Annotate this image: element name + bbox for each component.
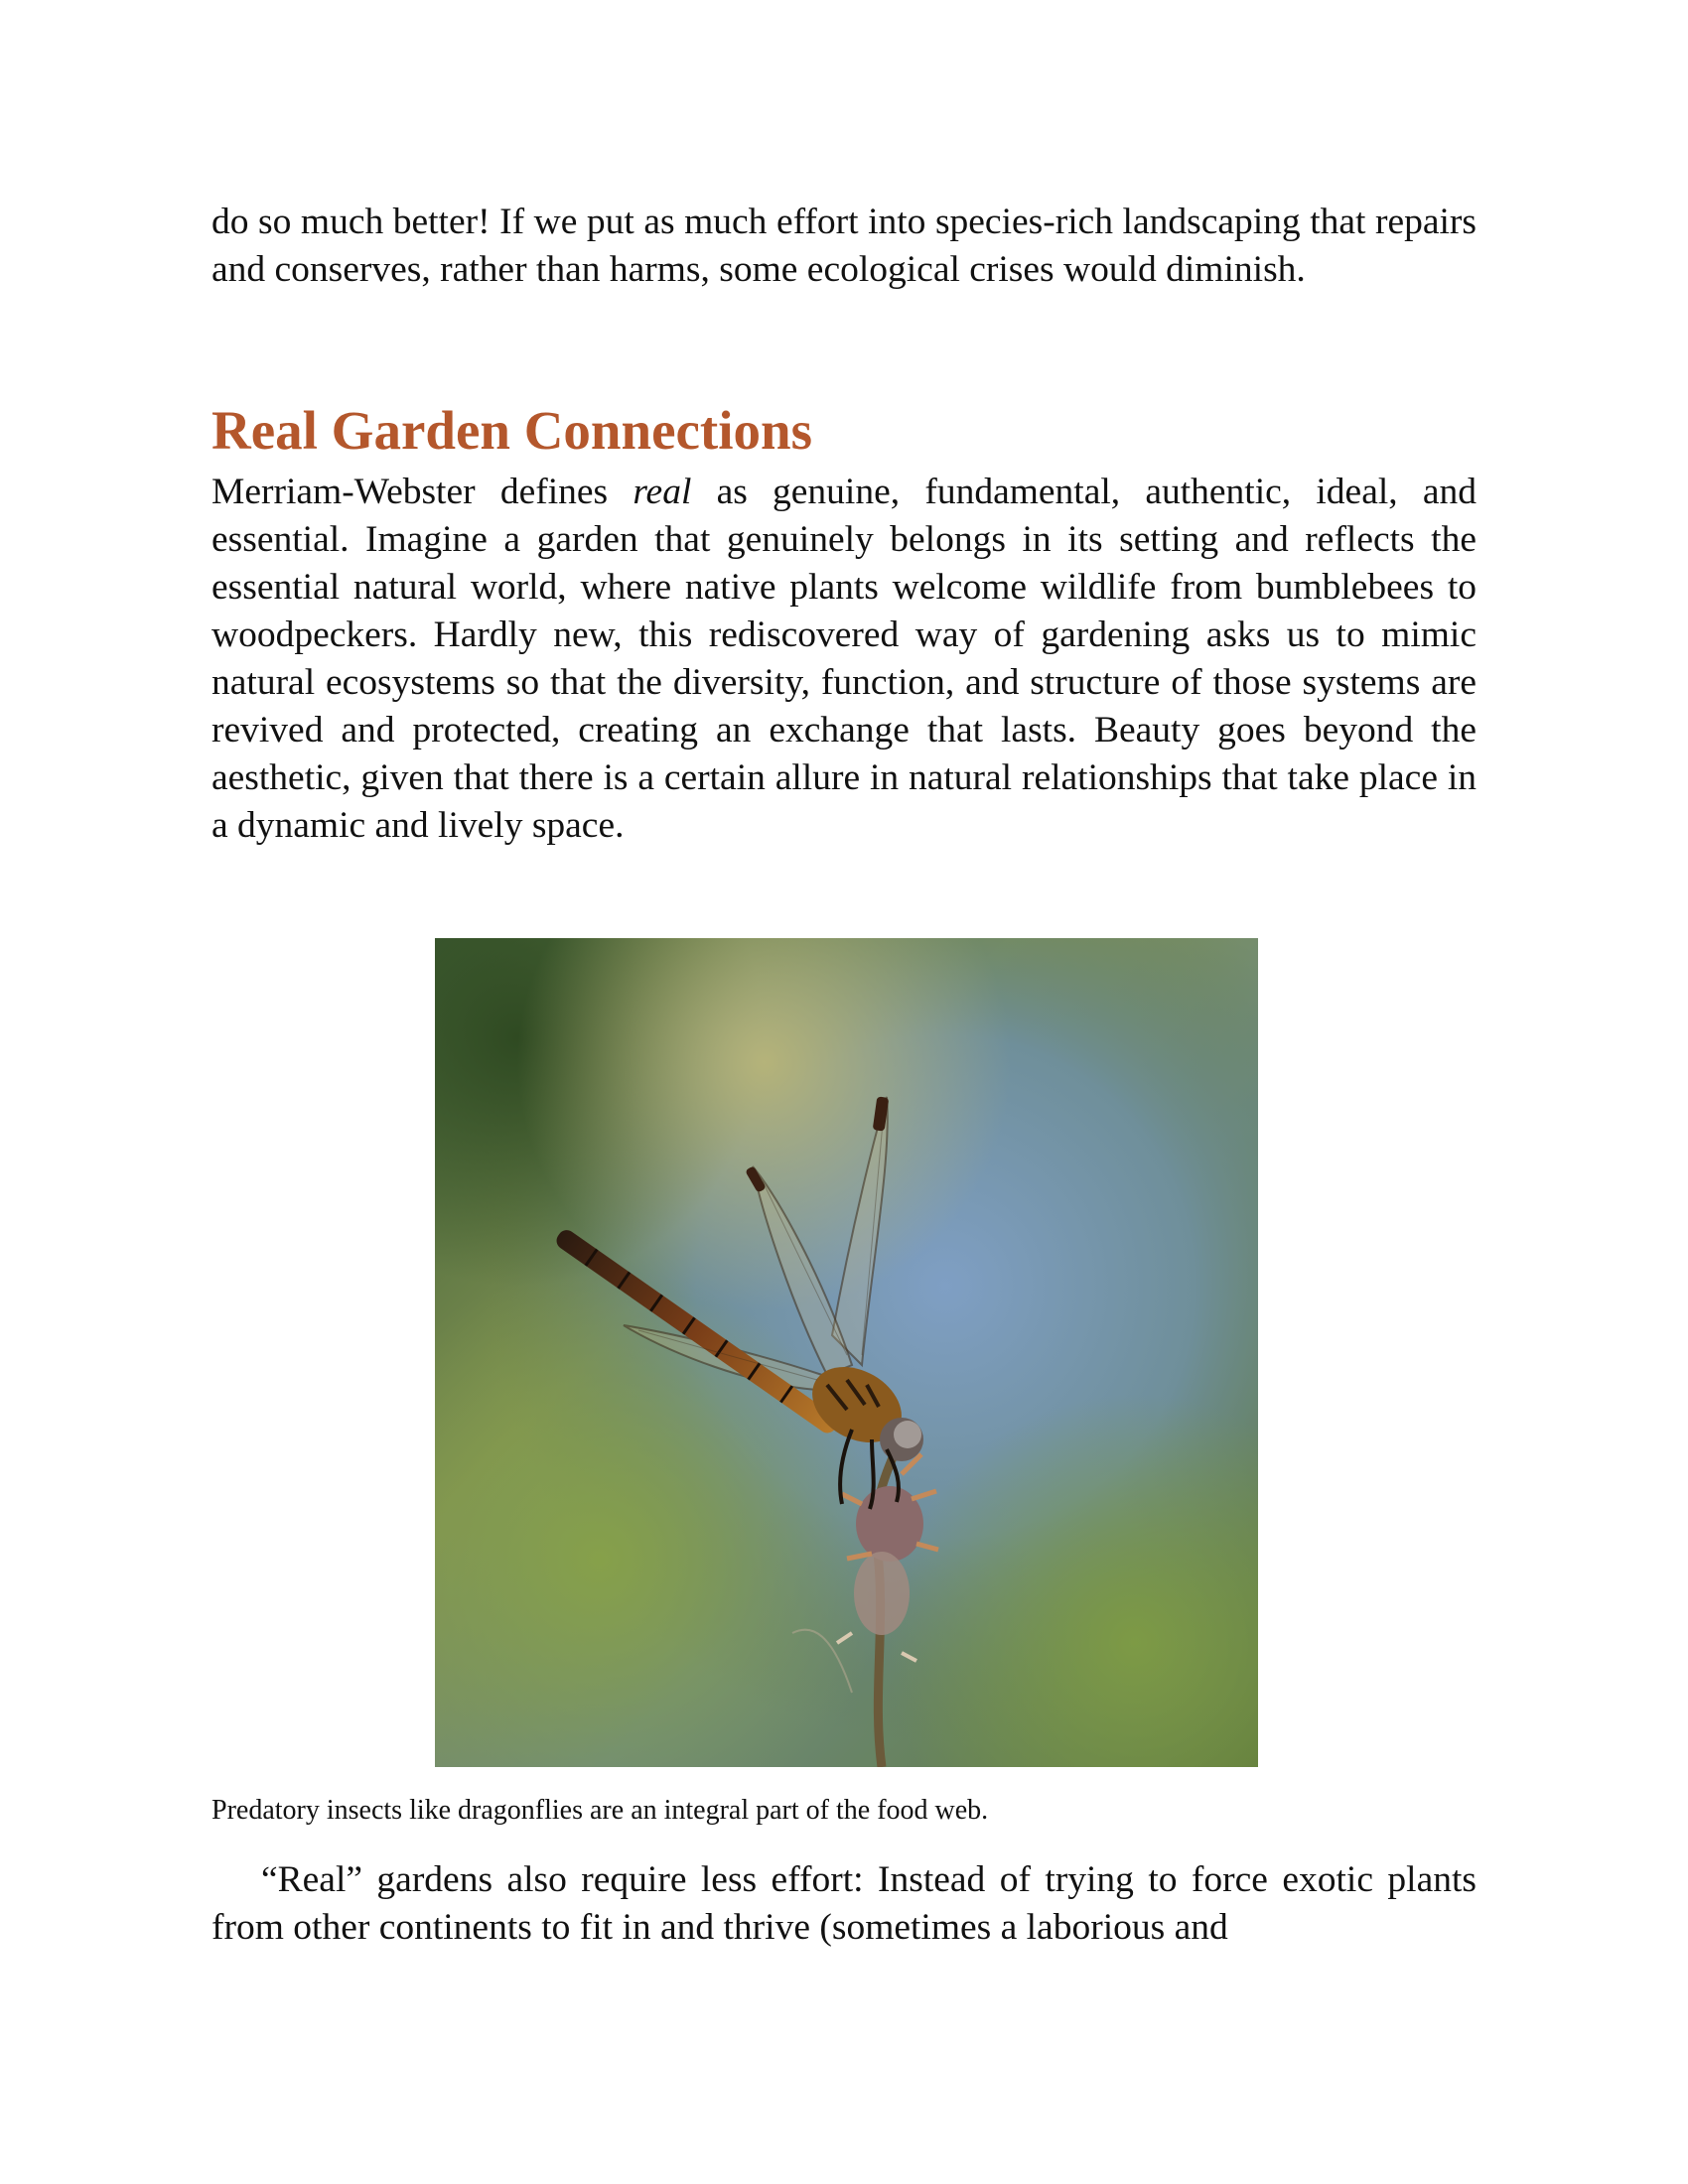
body-paragraph-1: do so much better! If we put as much effort into species-rich landscaping that repairs and conserves, rather than harms, some ecological crises would diminish. bbox=[211, 202, 1477, 290]
body-paragraph-2 bbox=[211, 469, 1477, 850]
paragraph-2-rest: as genuine, fundamental, authentic, ideal, and essential. Imagine a garden that genuinely belongs in its setting and reflects the essential natural world, where native plants welcome wildlife from bumblebees to woodpeckers. Hardly new, this rediscovered way of gardening asks us to mimic natural ecosystems so that the diversity, function, and structure of those systems are revived and protected, creating an exchange that lasts. Beauty goes beyond the aesthetic, given that there is a certain allure in natural relationships that take place in a dynamic and lively space. bbox=[211, 472, 1477, 846]
dragonfly-photo bbox=[435, 938, 1258, 1767]
section-heading: Real Garden Connections bbox=[211, 400, 812, 461]
figure-caption: Predatory insects like dragonflies are an integral part of the food web. bbox=[211, 1795, 989, 1826]
italic-term: real bbox=[633, 472, 692, 512]
body-paragraph-3: “Real” gardens also require less effort: Instead of trying to force exotic plants from other continents to fit in and thrive (sometimes a laborious and bbox=[211, 1859, 1477, 1948]
paragraph-2-start: Merriam-Webster defines bbox=[211, 472, 633, 512]
